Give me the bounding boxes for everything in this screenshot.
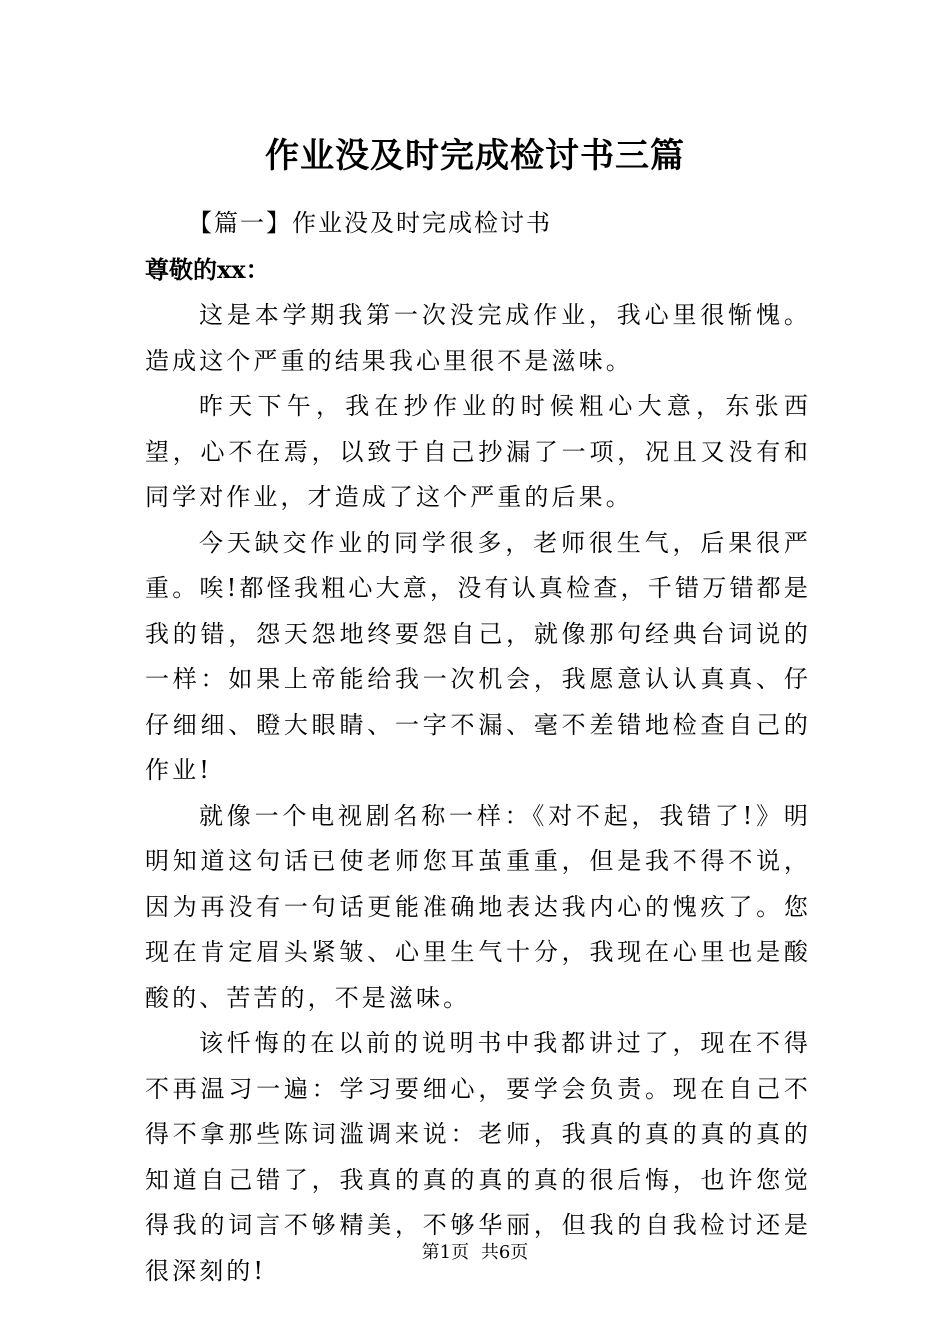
section-heading: 【篇一】作业没及时完成检讨书 bbox=[188, 209, 552, 237]
paragraph-3: 今天缺交作业的同学很多，老师很生气，后果很严重。唉!都怪我粗心大意，没有认真检查，千错万错都是我的错，怨天怨地终要怨自己，就像那句经典台词说的一样：如果上帝能给我一次机会，我愿意认认真真、仔仔细细、瞪大眼睛、一字不漏、毫不差错地检查自己的作业! bbox=[145, 528, 811, 784]
paragraph-2: 昨天下午，我在抄作业的时候粗心大意，东张西望，心不在焉，以致于自己抄漏了一项，况且又没有和同学对作业，才造成了这个严重的后果。 bbox=[145, 392, 811, 511]
paragraph-4: 就像一个电视剧名称一样：《对不起，我错了!》明明知道这句话已使老师您耳茧重重，但是我不得不说，因为再没有一句话更能准确地表达我内心的愧疚了。您现在肯定眉头紧皱、心里生气十分，我现在心里也是酸酸的、苦苦的，不是滋味。 bbox=[145, 801, 811, 1012]
document-title: 作业没及时完成检讨书三篇 bbox=[265, 136, 685, 176]
paragraph-5: 该忏悔的在以前的说明书中我都讲过了，现在不得不再温习一遍：学习要细心，要学会负责。现在自己不得不拿那些陈词滥调来说：老师，我真的真的真的真的知道自己错了，我真的真的真的真的很后悔，也许您觉得我的词言不够精美，不够华丽，但我的自我检讨还是很深刻的! bbox=[145, 1029, 811, 1285]
letter-body bbox=[145, 293, 811, 1294]
page-footer: 第1页 共6页 bbox=[421, 1242, 529, 1263]
paragraph-1: 这是本学期我第一次没完成作业，我心里很惭愧。造成这个严重的结果我心里很不是滋味。 bbox=[145, 301, 811, 375]
salutation: 尊敬的xx： bbox=[145, 255, 270, 284]
